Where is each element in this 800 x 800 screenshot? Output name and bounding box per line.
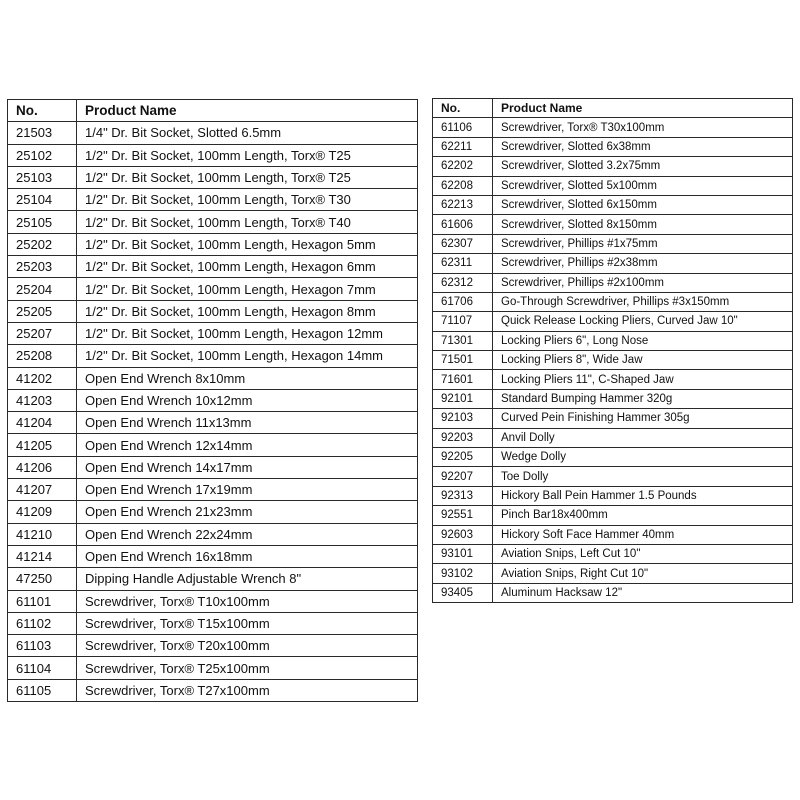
table-body bbox=[8, 122, 418, 702]
product-name-cell: 1/2" Dr. Bit Socket, 100mm Length, Hexagon 14mm bbox=[77, 345, 418, 367]
product-name-cell: Wedge Dolly bbox=[493, 448, 793, 467]
product-name-cell: Dipping Handle Adjustable Wrench 8" bbox=[77, 568, 418, 590]
product-name-cell: Hickory Soft Face Hammer 40mm bbox=[493, 525, 793, 544]
item-number-cell: 62311 bbox=[433, 254, 493, 273]
item-number-cell: 25205 bbox=[8, 300, 77, 322]
item-number-cell: 93405 bbox=[433, 583, 493, 602]
product-name-cell: Open End Wrench 14x17mm bbox=[77, 456, 418, 478]
item-number-cell: 25204 bbox=[8, 278, 77, 300]
table-row bbox=[433, 448, 793, 467]
table-row bbox=[8, 635, 418, 657]
table-row bbox=[433, 292, 793, 311]
product-name-cell: Screwdriver, Torx® T15x100mm bbox=[77, 612, 418, 634]
table-row bbox=[8, 479, 418, 501]
item-number-cell: 41204 bbox=[8, 412, 77, 434]
product-name-cell: Screwdriver, Slotted 6x150mm bbox=[493, 195, 793, 214]
item-number-cell: 61606 bbox=[433, 215, 493, 234]
product-name-cell: 1/2" Dr. Bit Socket, 100mm Length, Hexagon 12mm bbox=[77, 322, 418, 344]
item-number-cell: 61105 bbox=[8, 679, 77, 701]
item-number-cell: 41209 bbox=[8, 501, 77, 523]
item-number-cell: 71601 bbox=[433, 370, 493, 389]
product-name-cell: Screwdriver, Slotted 5x100mm bbox=[493, 176, 793, 195]
table-row bbox=[8, 434, 418, 456]
product-name-cell: Screwdriver, Torx® T20x100mm bbox=[77, 635, 418, 657]
header-row bbox=[433, 99, 793, 118]
item-number-cell: 25207 bbox=[8, 322, 77, 344]
item-number-cell: 61103 bbox=[8, 635, 77, 657]
product-name-cell: 1/2" Dr. Bit Socket, 100mm Length, Torx® T25 bbox=[77, 166, 418, 188]
item-number-cell: 92551 bbox=[433, 506, 493, 525]
item-number-cell: 92203 bbox=[433, 428, 493, 447]
item-number-cell: 41206 bbox=[8, 456, 77, 478]
product-name-cell: Open End Wrench 10x12mm bbox=[77, 389, 418, 411]
product-name-cell: Locking Pliers 6", Long Nose bbox=[493, 331, 793, 350]
table-row bbox=[433, 215, 793, 234]
table-row bbox=[433, 389, 793, 408]
item-number-cell: 92313 bbox=[433, 486, 493, 505]
table-row bbox=[433, 486, 793, 505]
product-name-cell: Screwdriver, Torx® T27x100mm bbox=[77, 679, 418, 701]
item-number-cell: 92207 bbox=[433, 467, 493, 486]
table-row bbox=[433, 370, 793, 389]
item-number-cell: 62312 bbox=[433, 273, 493, 292]
table-row bbox=[8, 568, 418, 590]
table-row bbox=[8, 501, 418, 523]
table-row bbox=[433, 525, 793, 544]
item-number-cell: 61706 bbox=[433, 292, 493, 311]
item-number-cell: 25203 bbox=[8, 256, 77, 278]
product-name-cell: Hickory Ball Pein Hammer 1.5 Pounds bbox=[493, 486, 793, 505]
table-row bbox=[8, 233, 418, 255]
item-number-cell: 25102 bbox=[8, 144, 77, 166]
table-row bbox=[433, 195, 793, 214]
table-row bbox=[433, 564, 793, 583]
product-name-cell: Open End Wrench 22x24mm bbox=[77, 523, 418, 545]
product-name-cell: Open End Wrench 12x14mm bbox=[77, 434, 418, 456]
table-row bbox=[8, 300, 418, 322]
table-row bbox=[433, 137, 793, 156]
table-row bbox=[8, 412, 418, 434]
table-row bbox=[433, 331, 793, 350]
table-row bbox=[8, 322, 418, 344]
product-name-cell: Locking Pliers 11", C-Shaped Jaw bbox=[493, 370, 793, 389]
table-row bbox=[433, 254, 793, 273]
item-number-cell: 92101 bbox=[433, 389, 493, 408]
product-table-left bbox=[7, 99, 418, 702]
product-name-cell: Screwdriver, Phillips #2x100mm bbox=[493, 273, 793, 292]
item-number-cell: 25208 bbox=[8, 345, 77, 367]
product-name-cell: Screwdriver, Phillips #2x38mm bbox=[493, 254, 793, 273]
item-number-cell: 61106 bbox=[433, 118, 493, 137]
item-number-cell: 41210 bbox=[8, 523, 77, 545]
table-row bbox=[433, 583, 793, 602]
item-number-cell: 61104 bbox=[8, 657, 77, 679]
item-number-cell: 92603 bbox=[433, 525, 493, 544]
product-name-cell: 1/2" Dr. Bit Socket, 100mm Length, Torx® T30 bbox=[77, 189, 418, 211]
table-row bbox=[433, 544, 793, 563]
table-row bbox=[8, 389, 418, 411]
table-row bbox=[433, 467, 793, 486]
column-header-product-name: Product Name bbox=[493, 99, 793, 118]
product-name-cell: Screwdriver, Phillips #1x75mm bbox=[493, 234, 793, 253]
product-name-cell: Aviation Snips, Right Cut 10" bbox=[493, 564, 793, 583]
product-name-cell: Open End Wrench 16x18mm bbox=[77, 545, 418, 567]
product-name-cell: 1/2" Dr. Bit Socket, 100mm Length, Hexagon 5mm bbox=[77, 233, 418, 255]
item-number-cell: 62211 bbox=[433, 137, 493, 156]
product-name-cell: Open End Wrench 8x10mm bbox=[77, 367, 418, 389]
item-number-cell: 62202 bbox=[433, 157, 493, 176]
column-header-number: No. bbox=[8, 100, 77, 122]
table-row bbox=[8, 122, 418, 144]
column-header-number: No. bbox=[433, 99, 493, 118]
table-row bbox=[8, 256, 418, 278]
table-row bbox=[8, 679, 418, 701]
table-row bbox=[8, 456, 418, 478]
item-number-cell: 25105 bbox=[8, 211, 77, 233]
table-row bbox=[8, 211, 418, 233]
product-name-cell: Go-Through Screwdriver, Phillips #3x150mm bbox=[493, 292, 793, 311]
table-row bbox=[8, 189, 418, 211]
table-row bbox=[8, 278, 418, 300]
product-name-cell: 1/2" Dr. Bit Socket, 100mm Length, Torx® T25 bbox=[77, 144, 418, 166]
item-number-cell: 61102 bbox=[8, 612, 77, 634]
item-number-cell: 93101 bbox=[433, 544, 493, 563]
item-number-cell: 62208 bbox=[433, 176, 493, 195]
table-row bbox=[433, 157, 793, 176]
product-name-cell: Aluminum Hacksaw 12" bbox=[493, 583, 793, 602]
table-row bbox=[8, 345, 418, 367]
product-name-cell: 1/2" Dr. Bit Socket, 100mm Length, Hexagon 6mm bbox=[77, 256, 418, 278]
product-table-right bbox=[432, 98, 793, 603]
item-number-cell: 21503 bbox=[8, 122, 77, 144]
item-number-cell: 41214 bbox=[8, 545, 77, 567]
table-row bbox=[433, 176, 793, 195]
table-row bbox=[8, 657, 418, 679]
product-name-cell: Aviation Snips, Left Cut 10" bbox=[493, 544, 793, 563]
table-body bbox=[433, 118, 793, 603]
product-name-cell: Open End Wrench 17x19mm bbox=[77, 479, 418, 501]
product-name-cell: Locking Pliers 8", Wide Jaw bbox=[493, 351, 793, 370]
product-name-cell: 1/4" Dr. Bit Socket, Slotted 6.5mm bbox=[77, 122, 418, 144]
column-header-product-name: Product Name bbox=[77, 100, 418, 122]
product-name-cell: 1/2" Dr. Bit Socket, 100mm Length, Hexagon 8mm bbox=[77, 300, 418, 322]
item-number-cell: 92103 bbox=[433, 409, 493, 428]
item-number-cell: 71301 bbox=[433, 331, 493, 350]
table-row bbox=[8, 144, 418, 166]
item-number-cell: 41205 bbox=[8, 434, 77, 456]
product-name-cell: 1/2" Dr. Bit Socket, 100mm Length, Torx® T40 bbox=[77, 211, 418, 233]
product-name-cell: Screwdriver, Torx® T30x100mm bbox=[493, 118, 793, 137]
product-name-cell: Open End Wrench 11x13mm bbox=[77, 412, 418, 434]
table-row bbox=[433, 234, 793, 253]
product-name-cell: Screwdriver, Slotted 6x38mm bbox=[493, 137, 793, 156]
item-number-cell: 93102 bbox=[433, 564, 493, 583]
product-name-cell: Screwdriver, Slotted 8x150mm bbox=[493, 215, 793, 234]
item-number-cell: 47250 bbox=[8, 568, 77, 590]
product-name-cell: 1/2" Dr. Bit Socket, 100mm Length, Hexagon 7mm bbox=[77, 278, 418, 300]
table-row bbox=[433, 351, 793, 370]
item-number-cell: 41207 bbox=[8, 479, 77, 501]
product-name-cell: Anvil Dolly bbox=[493, 428, 793, 447]
item-number-cell: 41203 bbox=[8, 389, 77, 411]
table-row bbox=[8, 590, 418, 612]
product-name-cell: Screwdriver, Torx® T25x100mm bbox=[77, 657, 418, 679]
item-number-cell: 41202 bbox=[8, 367, 77, 389]
table-row bbox=[8, 367, 418, 389]
product-name-cell: Open End Wrench 21x23mm bbox=[77, 501, 418, 523]
table-row bbox=[433, 428, 793, 447]
product-name-cell: Standard Bumping Hammer 320g bbox=[493, 389, 793, 408]
product-name-cell: Quick Release Locking Pliers, Curved Jaw 10" bbox=[493, 312, 793, 331]
table-row bbox=[8, 545, 418, 567]
item-number-cell: 92205 bbox=[433, 448, 493, 467]
table-row bbox=[433, 312, 793, 331]
table-row bbox=[433, 273, 793, 292]
item-number-cell: 25202 bbox=[8, 233, 77, 255]
product-name-cell: Toe Dolly bbox=[493, 467, 793, 486]
table-row bbox=[433, 506, 793, 525]
table-row bbox=[8, 612, 418, 634]
table-row bbox=[8, 523, 418, 545]
item-number-cell: 71501 bbox=[433, 351, 493, 370]
header-row bbox=[8, 100, 418, 122]
product-name-cell: Screwdriver, Torx® T10x100mm bbox=[77, 590, 418, 612]
table-row bbox=[433, 118, 793, 137]
item-number-cell: 25103 bbox=[8, 166, 77, 188]
table-row bbox=[433, 409, 793, 428]
item-number-cell: 62307 bbox=[433, 234, 493, 253]
product-name-cell: Screwdriver, Slotted 3.2x75mm bbox=[493, 157, 793, 176]
product-name-cell: Curved Pein Finishing Hammer 305g bbox=[493, 409, 793, 428]
item-number-cell: 62213 bbox=[433, 195, 493, 214]
product-name-cell: Pinch Bar18x400mm bbox=[493, 506, 793, 525]
item-number-cell: 25104 bbox=[8, 189, 77, 211]
item-number-cell: 71107 bbox=[433, 312, 493, 331]
item-number-cell: 61101 bbox=[8, 590, 77, 612]
table-row bbox=[8, 166, 418, 188]
